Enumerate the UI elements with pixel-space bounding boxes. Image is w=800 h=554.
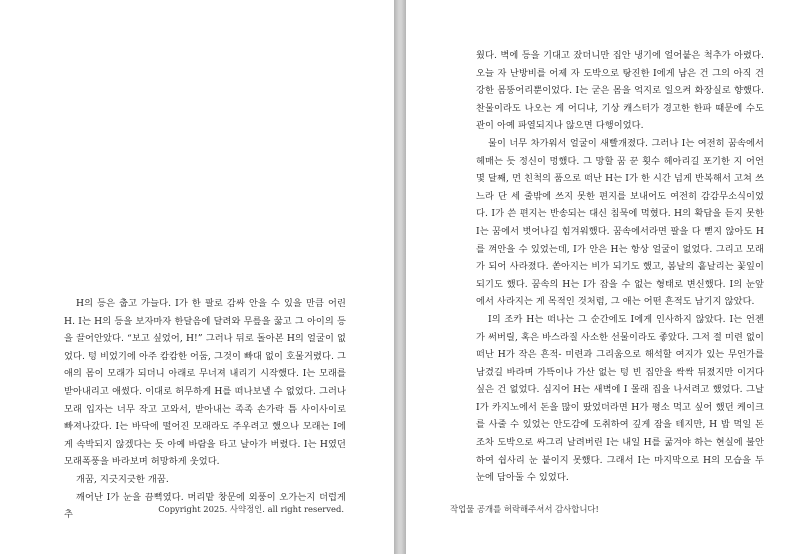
copyright-footer: Copyright 2025. 사약정인. all right reserved.: [158, 504, 344, 514]
paragraph: 물이 너무 차가워서 얼굴이 새빨개졌다. 그러나 I는 여전히 꿈속에서 헤매는 듯 정신이 멍했다. 그 망할 꿈 꾼 횟수 헤아리길 포기한 지 어언 몇 달째, 먼 친척의 품으로 떠난 H는 I가 한 시간 넘게 반복해서 고쳐 쓰느라 단 세 줄밖에 쓰지 못한 편지를 보내어도 여전히 감감무소식이었다. I가 쓴 편지는 반송되는 대신 침묵에 먹혔다. H의 확답을 듣지 못한 I는 꿈에서 벗어나길 힘겨워했다. 꿈속에서라면 팔을 다 뻗지 않아도 H를 껴안을 수 있었는데, I가 안은 H는 항상 얼굴이 없었다. 그리고 모래가 되어 사라졌다. 쏟아지는 비가 되기도 했고, 봄날의 흩날리는 꽃잎이 되기도 했다. 꿈속의 H는 I가 잡을 수 없는 형태로 변신했다. I의 눈앞에서 사라지는 게 목적인 것처럼, 그 애는 어떤 흔적도 남기지 않았다.: [476, 137, 764, 308]
book-spine: [394, 0, 406, 554]
left-page: [0, 0, 394, 554]
thanks-footer: 작업물 공개를 허락해주셔서 감사합니다!: [450, 504, 599, 514]
right-page-body: [476, 47, 764, 487]
right-page: [406, 0, 800, 554]
paragraph: H의 등은 춥고 가늘다. I가 한 팔로 감싸 안을 수 있을 만큼 어린 H. I는 H의 등을 보자마자 한달음에 달려와 무릎을 꿇고 그 아이의 등을 끌어안았다. “보고 싶었어, H!” 그러나 뒤로 돌아본 H의 얼굴이 없었다. 텅 비었기에 아주 캄캄한 어둠, 그것이 빠대 없이 호물거렸다. 그 애의 몸이 모래가 되더니 아래로 무너져 내리기 시작했다. I는 모래를 받아내리고 애썼다. 이대로 허무하게 H를 떠나보낼 수 없었다. 그러나 모래 입자는 너무 작고 고와서, 받아내는 족족 손가락 틈 사이사이로 빠져나갔다. I는 바닥에 떨어진 모래라도 주우려고 했으나 모래는 I에게 속박되지 않겠다는 듯 아예 바람을 타고 날아가 버렸다. I는 H였던 모래폭풍을 바라보며 허망하게 웃었다.: [64, 298, 346, 468]
paragraph: 개꿈, 지긋지긋한 개꿈.: [76, 473, 169, 485]
paragraph: 깨어난 I가 눈을 끔뻑였다. 머리맡 창문에 외풍이 오가는지 더럽게 추: [64, 491, 346, 521]
paragraph: I의 조카 H는 떠나는 그 순간에도 I에게 인사하지 않았다. I는 언젠가 써버릴, 혹은 바스라질 사소한 선물이라도 좋았다. 그저 절 미련 없이 떠난 H가 작은 흔적- 미련과 그리움으로 해석할 여지가 있는 무언가를 남겼길 바라며 가뜩이나 가산 없는 텅 빈 집안을 싹싹 뒤졌지만 이거다 싶은 건 없었다. 심지어 H는 새벽에 I 몰래 집을 나서려고 했었다. 그날 I가 카지노에서 돈을 많이 땄었더라면 H가 평소 먹고 싶어 했던 케이크를 사줄 수 있었는 안도감에 도취하여 깊게 잠을 테지만, H 밥 먹일 돈조차 도박으로 싸그리 날려버린 I는 내일 H를 굶겨야 하는 현실에 불안하여 쉽사리 눈 붙이지 못했다. 그래서 I는 마지막으로 H의 모습을 두 눈에 담아둘 수 있었다.: [476, 313, 764, 484]
paragraph: 웠다. 벽에 등을 기대고 잤더니만 집안 냉기에 얼어붙은 척추가 아렸다. 오늘 자 난방비를 어제 자 도박으로 탕진한 I에게 남은 건 그의 아직 건강한 몸뚱어리뿐이었다. I는 굳은 몸을 억지로 일으켜 화장실로 향했다. 찬물이라도 나오는 게 어디냐, 기상 캐스터가 경고한 한파 때문에 수도관이 아예 파열되지나 않으면 다행이었다.: [476, 50, 764, 132]
left-page-body: [64, 295, 346, 524]
